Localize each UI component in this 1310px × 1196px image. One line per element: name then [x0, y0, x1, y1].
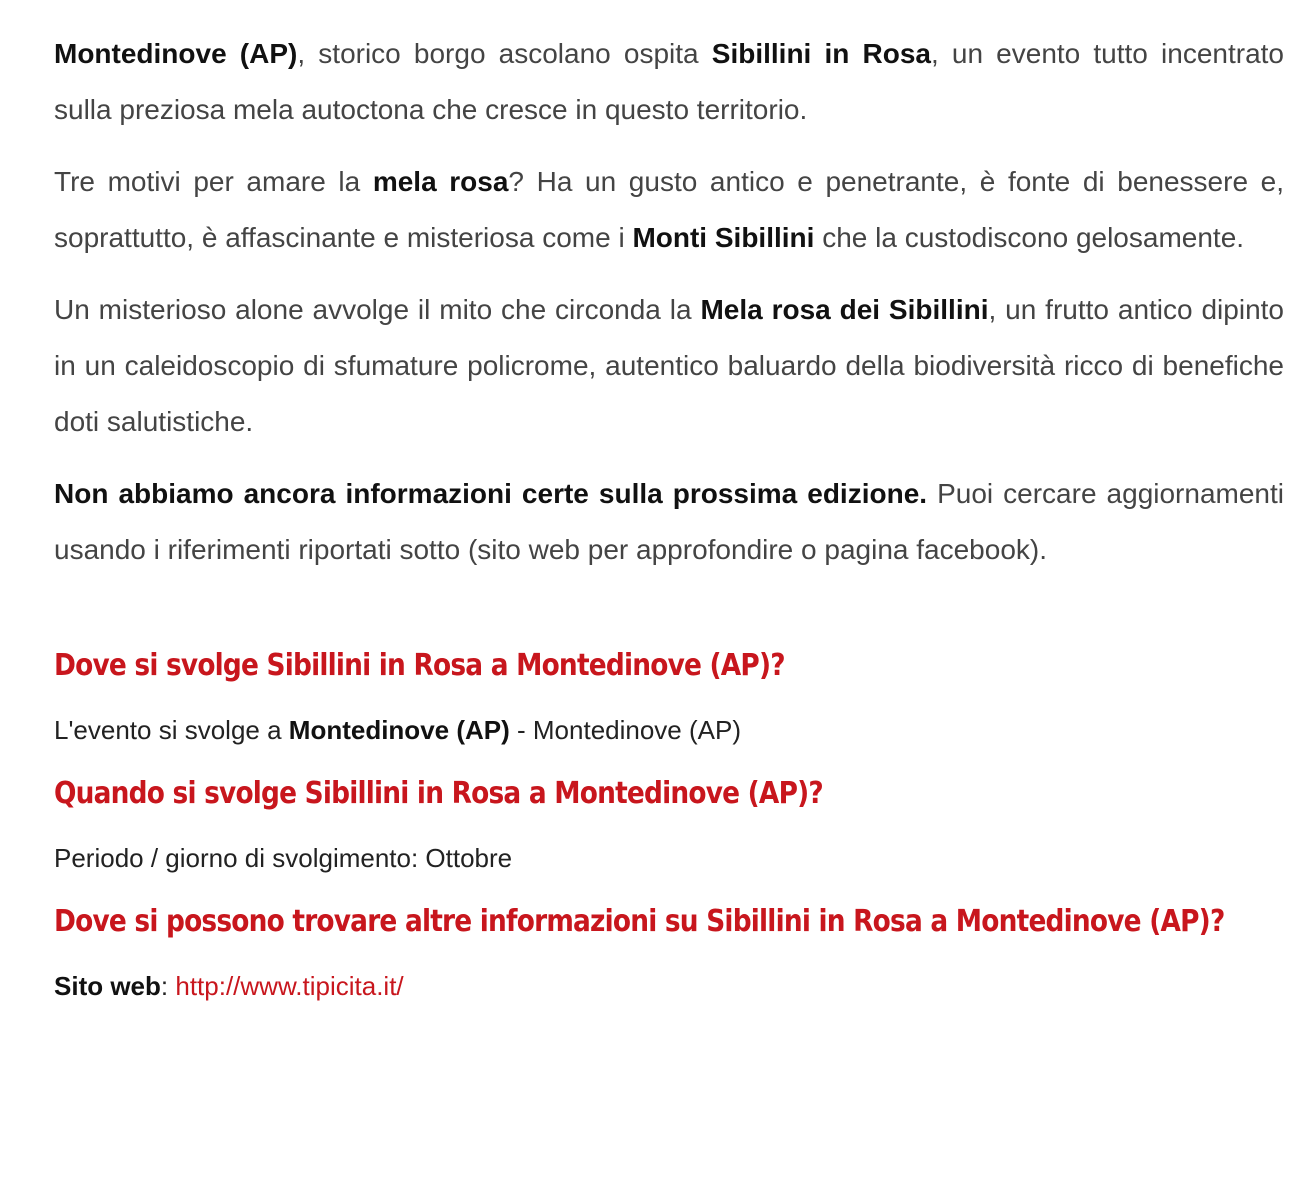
website-label: Sito web: [54, 971, 161, 1001]
intro-paragraph-3: Un misterioso alone avvolge il mito che circonda la Mela rosa dei Sibillini, un frutto antico dipinto in un caleidoscopio di sfumature policrome, autentico baluardo della biodiversità ricco di benefiche doti salutistiche.: [54, 294, 1284, 437]
intro-paragraph-4: Non abbiamo ancora informazioni certe sulla prossima edizione. Puoi cercare aggiornamenti usando i riferimenti riportati sotto (sito web per approfondire o pagina facebook).: [54, 478, 1285, 565]
faq-info-answer: Sito web: http://www.tipicita.it/: [54, 971, 404, 1001]
apple-name-bold: mela rosa: [372, 166, 509, 197]
town-name-bold: Montedinove (AP): [54, 38, 298, 69]
event-article: [54, 26, 1284, 1030]
faq-where-heading: Dove si svolge Sibillini in Rosa a Montedinove (AP)?: [54, 648, 785, 683]
location-bold: Montedinove (AP): [288, 715, 510, 745]
event-faq: [54, 646, 1284, 1006]
mountains-name-bold: Monti Sibillini: [632, 222, 815, 253]
intro-paragraph-1: Montedinove (AP), storico borgo ascolano ospita Sibillini in Rosa, un evento tutto incentrato sulla preziosa mela autoctona che cresce in questo territorio.: [54, 38, 1284, 125]
intro-paragraph-2: Tre motivi per amare la mela rosa? Ha un gusto antico e penetrante, è fonte di benessere e, soprattutto, è affascinante e misteriosa come i Monti Sibillini che la custodiscono gelosamente.: [54, 166, 1284, 253]
edition-notice-bold: Non abbiamo ancora informazioni certe sulla prossima edizione.: [54, 478, 928, 509]
faq-when-heading: Quando si svolge Sibillini in Rosa a Montedinove (AP)?: [54, 776, 823, 811]
event-name-bold: Sibillini in Rosa: [711, 38, 931, 69]
faq-where-answer: L'evento si svolge a Montedinove (AP) - Montedinove (AP): [54, 715, 741, 745]
event-description: [54, 26, 1284, 578]
faq-info-heading: Dove si possono trovare altre informazioni su Sibillini in Rosa a Montedinove (AP)?: [54, 904, 1225, 939]
faq-when-answer: Periodo / giorno di svolgimento: Ottobre: [54, 843, 513, 873]
product-name-bold: Mela rosa dei Sibillini: [700, 294, 989, 325]
website-link[interactable]: http://www.tipicita.it/: [175, 971, 404, 1001]
